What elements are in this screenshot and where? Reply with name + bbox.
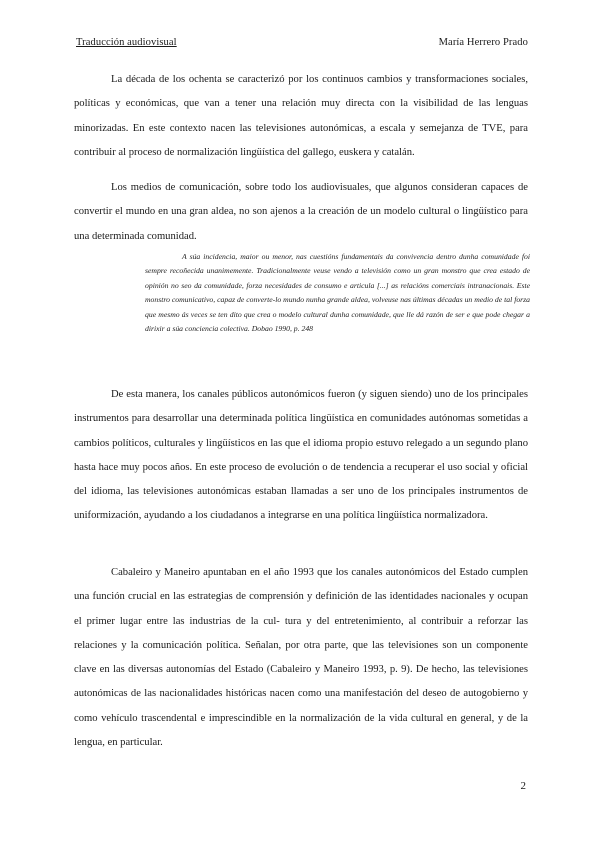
header-author: María Herrero Prado: [438, 37, 528, 48]
paragraph-1: La década de los ochenta se caracterizó por los continuos cambios y transformaciones sociales, políticas y económicas, que van a tener una relación muy directa con la visibilidad de las lenguas minorizadas. En este contexto nacen las televisiones autonómicas, a escala y semejanza de TVE, para contribuir al proceso de normalización lingüística del gallego, euskera y catalán.: [74, 74, 528, 158]
block-quote: A súa incidencia, maior ou menor, nas cuestións fundamentais da convivencia dentro dunha comunidade foi sempre recoñecida unanimemente. Tradicionalmente veuse vendo a televisión como un gran monstro que crea estado de opinión no seo da comunidade, forza necesidades de consumo e articula [...] as relacións comerciais intranacionais. Este monstro comunicativo, capaz de converte-lo mundo nunha grande aldea, volveuse nas últimas décadas un medio de tal forza que mesmo ás veces se ten dito que crea o modelo cultural dunha comunidade, que lle dá razón de ser e que pode chegar a dirixir a súa conciencia colectiva. Dobao 1990, p. 248: [145, 252, 530, 334]
page-number: 2: [520, 780, 526, 792]
header-title: Traducción audiovisual: [76, 37, 177, 48]
paragraph-3: De esta manera, los canales públicos autonómicos fueron (y siguen siendo) uno de los principales instrumentos para desarrollar una determinada política lingüística en comunidades autónomas sometidas a cambios políticos, culturales y lingüísticos en las que el idioma propio estuvo relegado a un segundo plano hasta hace muy pocos años. En este proceso de evolución o de tendencia a recuperar el uso social y oficial del idioma, las televisiones autonómicas estaban llamadas a ser uno de los principales instrumentos de uniformización, ayudando a los ciudadanos a integrarse en una política lingüística normalizadora.: [74, 389, 528, 522]
paragraph-2: Los medios de comunicación, sobre todo los audiovisuales, que algunos consideran capaces de convertir el mundo en una gran aldea, no son ajenos a la creación de un modelo cultural o lingüístico para una determinada comunidad.: [74, 182, 528, 242]
paragraph-4: Cabaleiro y Maneiro apuntaban en el año 1993 que los canales autonómicos del Estado cumplen una función crucial en las estrategias de comprensión y definición de las identidades nacionales y ocupan el primer lugar entre las industrias de la cul- tura y del entretenimiento, al contribuir a reforzar las relaciones y la comunicación política. Señalan, por otra parte, que las televisiones son un componente clave en las diversas autonomías del Estado (Cabaleiro y Maneiro 1993, p. 9). De hecho, las televisiones autonómicas de las nacionalidades históricas nacen como una manifestación del deseo de autogobierno y como vehículo trascendental e imprescindible en la normalización de la vida cultural en general, y de la lengua, en particular.: [74, 567, 528, 749]
